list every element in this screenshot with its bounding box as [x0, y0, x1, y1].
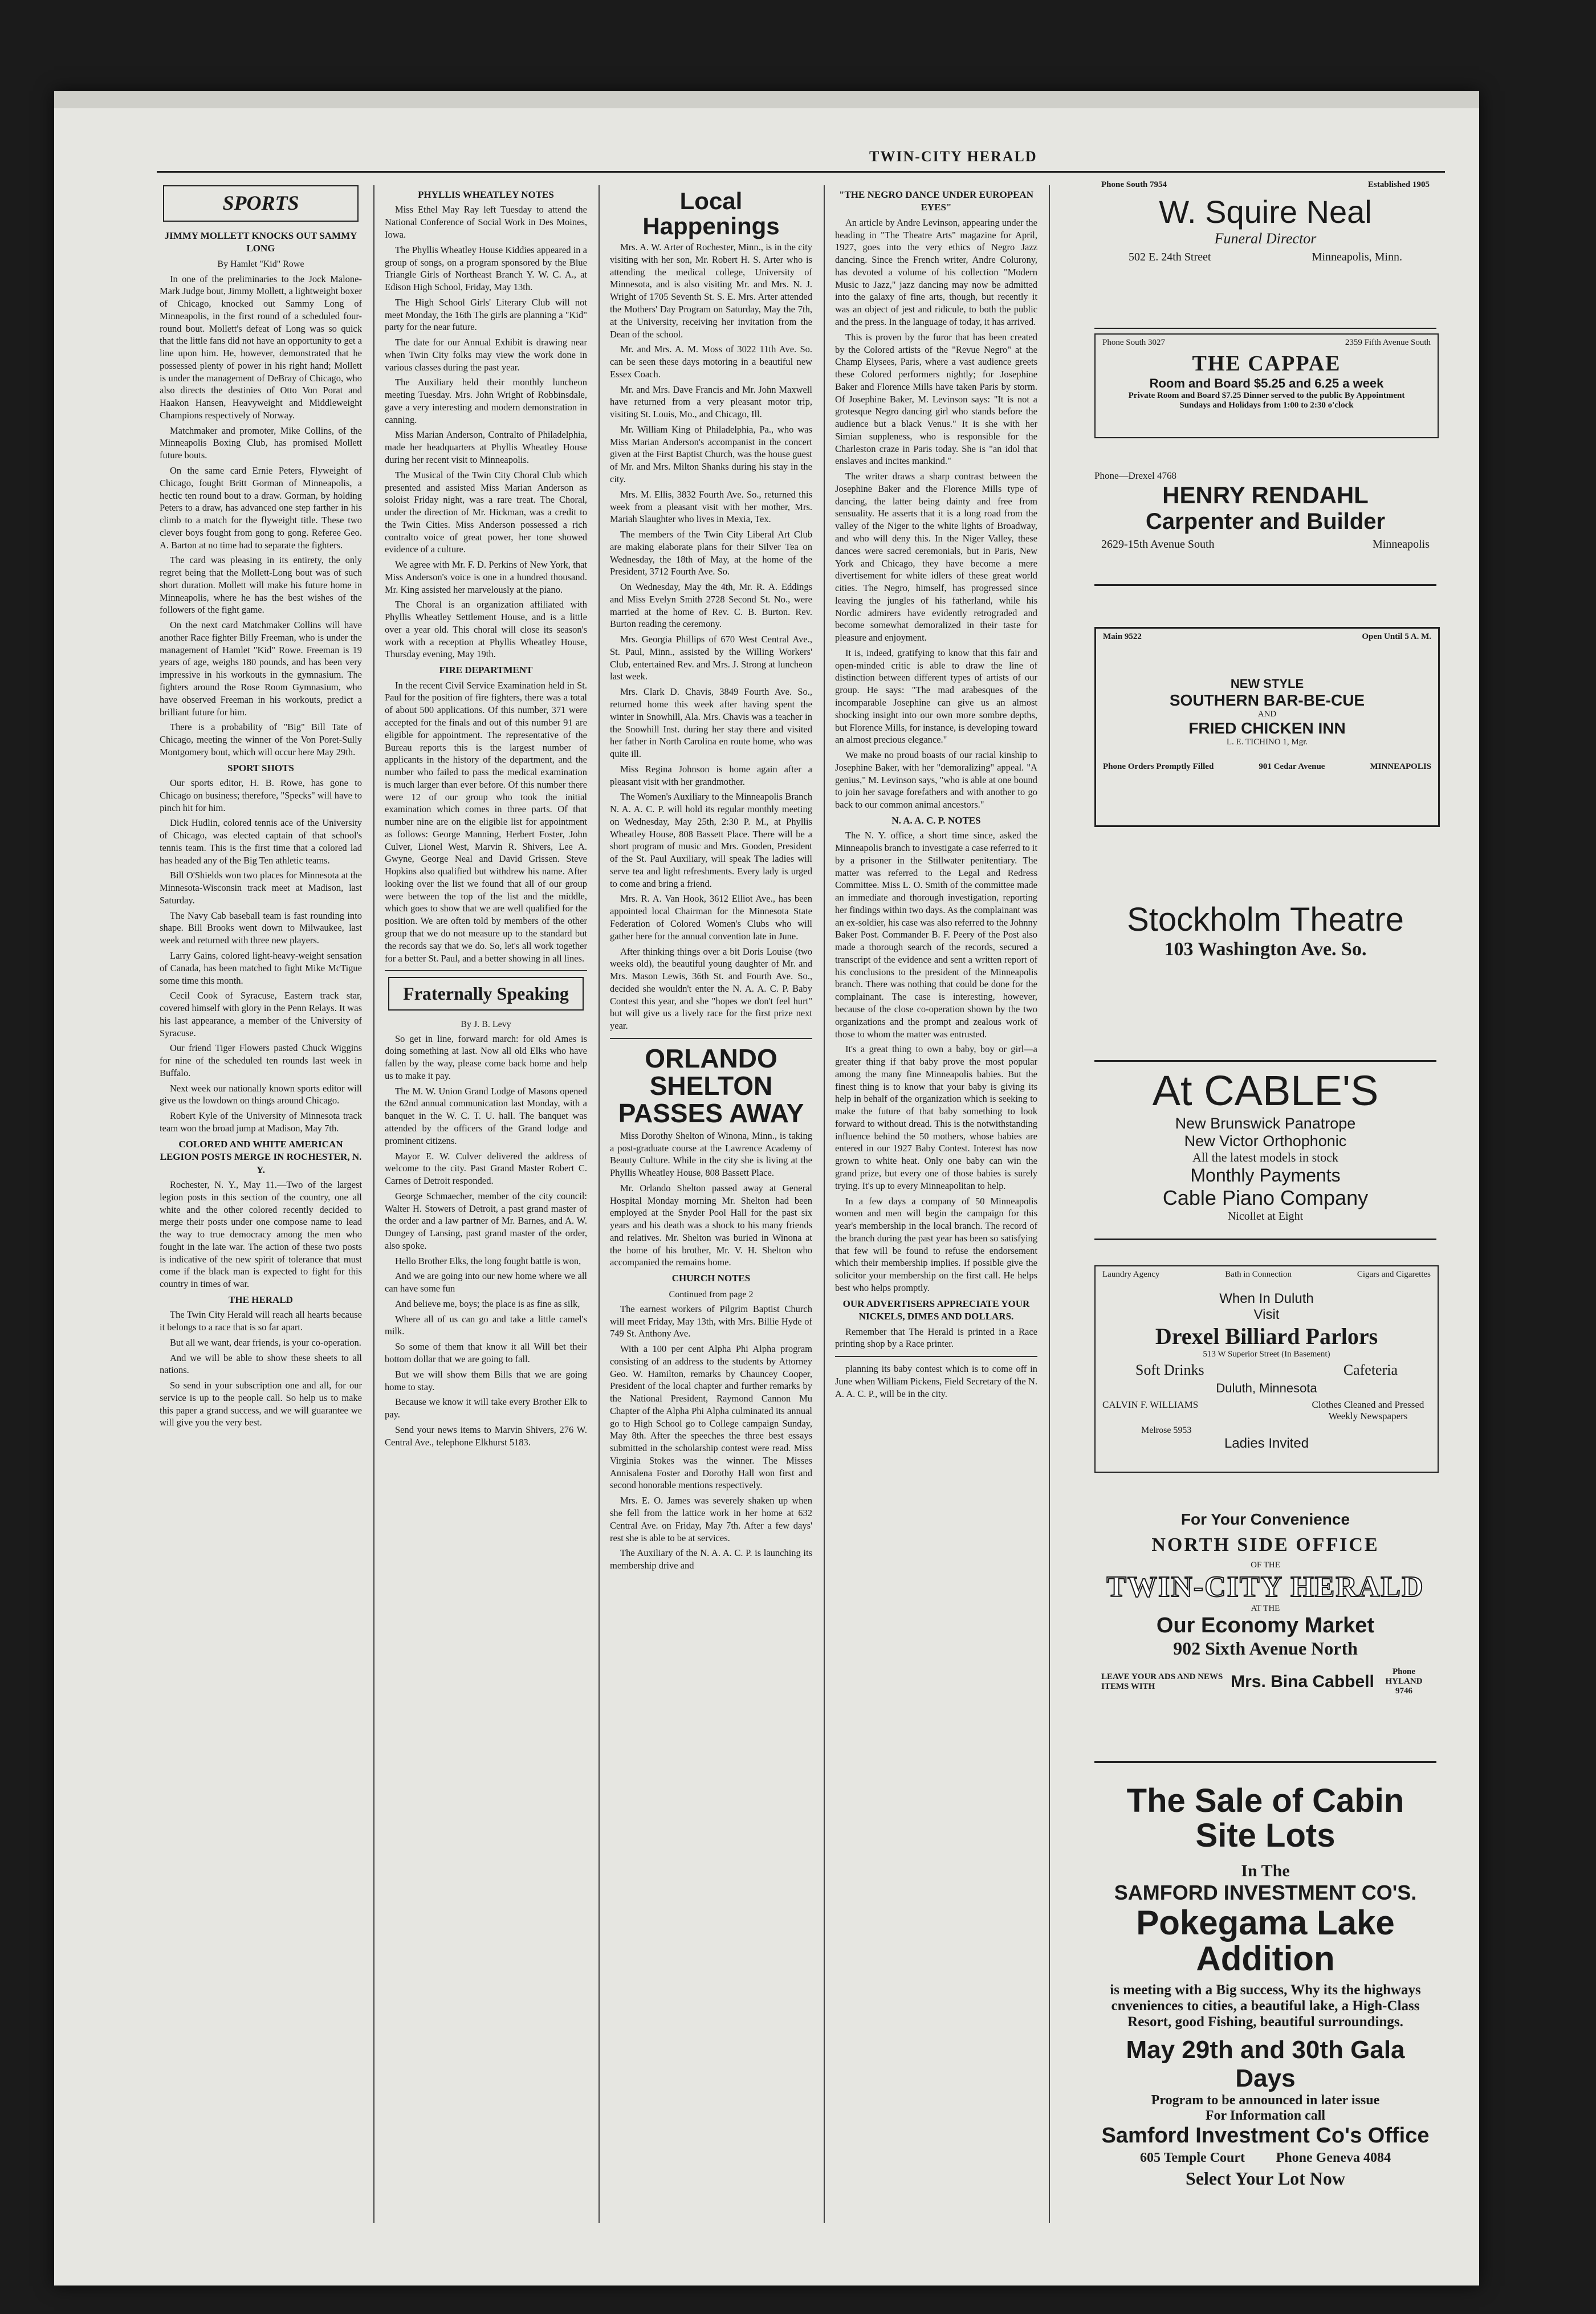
sport-shots-head: SPORT SHOTS	[227, 762, 294, 773]
phyllis-paragraph: The Phyllis Wheatley House Kiddies appeared in a group of songs, on a program sponsored by the Blue Triangle Girls of Northeast Branch Y. W. C. A., at Edison High School, Friday, May 13th.	[385, 244, 587, 293]
sports-paragraph: Matchmaker and promoter, Mike Collins, of the Minneapolis Boxing Club, has promised Mollett future bouts.	[160, 425, 362, 461]
sports-byline: By Hamlet "Kid" Rowe	[217, 259, 304, 270]
section-rule	[385, 970, 587, 971]
herald-poem-line: But all we want, dear friends, is your co-operation.	[170, 1337, 361, 1348]
neal-established: Established 1905	[1368, 180, 1430, 189]
sport-shot: Next week our nationally known sports editor will give us the lowdown on things around Chicago.	[160, 1082, 362, 1106]
fraternally-headline: Fraternally Speaking	[388, 977, 584, 1010]
frat-paragraph: And we are going into our new home where we all can have some fun	[385, 1270, 587, 1294]
negro-dance-headline: "THE NEGRO DANCE UNDER EUROPEAN EYES"	[839, 189, 1033, 213]
naacp-headline: N. A. A. C. P. NOTES	[891, 814, 981, 826]
stockholm-name: Stockholm Theatre	[1127, 901, 1404, 938]
cabin-phone: Phone Geneva 4084	[1276, 2150, 1391, 2165]
negro-dance-paragraph: We make no proud boasts of our racial kinship to Josephine Baker, with her "demoralizing" appeal. "A genius," M. Levinson says, "who is able at one bound to join her savage forefathers and with another to go back to our common animal ancestors."	[835, 749, 1037, 810]
church-continued: Continued from page 2	[669, 1289, 754, 1299]
frat-paragraph: Hello Brother Elks, the long fought battle is won,	[395, 1255, 581, 1266]
church-headline: CHURCH NOTES	[671, 1273, 751, 1284]
naacp-paragraph: It's a great thing to own a baby, boy or girl—a greater thing if that baby prove the most popular among the many fine Minneapolis babies. But the finest thing is to know that your baby is giving its help in behalf of the organization which is seeking to make the future of that baby something to look forward to without dread. This is the notwithstanding influence behind the 50 mothers, whose babies are entered in our 1927 Baby Contest. Interest has now grown to white heat. Only one baby can win the grand prize, but every one of those babies is surely trying. It's up to every Minneapolitan to help.	[835, 1044, 1037, 1191]
cappae-address: 2359 Fifth Avenue South	[1345, 338, 1431, 347]
frat-paragraph: Send your news items to Marvin Shivers, 276 W. Central Ave., telephone Elkhurst 5183.	[385, 1424, 587, 1448]
cappae-phone: Phone South 3027	[1102, 338, 1166, 347]
masthead-rule	[157, 171, 1445, 173]
sport-shot: Robert Kyle of the University of Minnesota track team won the broad jump at Madison, May 7th.	[160, 1110, 362, 1134]
sport-shot: Our sports editor, H. B. Rowe, has gone to Chicago on business; therefore, "Specks" will have to pinch hit for him.	[160, 777, 362, 813]
herald-poem-head: THE HERALD	[229, 1294, 293, 1305]
drexel-laundry: Laundry Agency	[1102, 1270, 1160, 1279]
local-paragraph: Mrs. Georgia Phillips of 670 West Central Ave., St. Paul, Minn., assisted by the Willing Workers' Club, entertained Rev. and Mrs. J. Strong at luncheon last week.	[610, 634, 812, 682]
sport-shot: Our friend Tiger Flowers pasted Chuck Wiggins for nine of the scheduled ten rounds last week in Buffalo.	[160, 1042, 362, 1078]
local-paragraph: Mrs. R. A. Van Hook, 3612 Elliot Ave., has been appointed local Chairman for the Minnesota State Federation of Colored Women's Clubs who will gather here for the annual convention late in June.	[610, 893, 812, 942]
drexel-cafeteria: Cafeteria	[1343, 1362, 1398, 1378]
barbecue-ad	[1094, 627, 1440, 827]
cables-payments: Monthly Payments	[1190, 1165, 1341, 1185]
neal-role: Funeral Director	[1214, 230, 1317, 247]
drexel-bath: Bath in Connection	[1225, 1270, 1292, 1279]
sport-shot: Cecil Cook of Syracuse, Eastern track star, covered himself with glory in the Penn Relays. It was his last appearance, a member of the University of Syracuse.	[160, 990, 362, 1038]
orlando-headline: ORLANDO SHELTON PASSES AWAY	[618, 1043, 804, 1129]
section-rule	[835, 1356, 1037, 1357]
church-paragraph: The Auxiliary of the N. A. A. C. P. is launching its membership drive and	[610, 1547, 812, 1571]
masthead	[157, 148, 1445, 171]
cabin-description: is meeting with a Big success, Why its the highways cnveniences to cities, a beautiful lake, a High-Class Resort, good Fishing, beautiful surroundings.	[1110, 1982, 1421, 2030]
section-rule	[610, 1038, 812, 1039]
stockholm-address: 103 Washington Ave. So.	[1164, 939, 1367, 960]
sport-shot: Bill O'Shields won two places for Minnesota at the Minnesota-Wisconsin track meet at Madison, last Saturday.	[160, 870, 362, 906]
sports-paragraph: There is a probability of "Big" Bill Tate of Chicago, meeting the winner of the Von Poret-Sully Montgomery bout, which will occur here May 29th.	[160, 722, 362, 757]
cappae-name: THE CAPPAE	[1192, 352, 1341, 376]
local-paragraph: The Women's Auxiliary to the Minneapolis Branch N. A. A. C. P. will hold its regular monthly meeting on Wednesday, May 25th, 2:30 P. M., at Phyllis Wheatley House, 808 Bassett Place. There will be a short program of music and Mrs. Gooden, President of the St. Paul Auxiliary, will speak The ladies will serve tea and light refreshments. Every lady is urged to come and bring a friend.	[610, 791, 812, 889]
rendahl-city: Minneapolis	[1373, 538, 1430, 551]
office-at-the: AT THE	[1251, 1604, 1280, 1613]
frat-paragraph: The M. W. Union Grand Lodge of Masons opened the 62nd annual communication last Monday, with a banquet in the W. C. T. U. hall. The banquet was attended by the officers of the Grand lodge and prominent citizens.	[385, 1085, 587, 1146]
bbq-and: AND	[1257, 710, 1277, 719]
local-paragraph: Mrs. M. Ellis, 3832 Fourth Ave. So., returned this week from a pleasant visit with her mother, Mrs. Mariah Slaughter who lives in Mexia, Tex.	[610, 488, 812, 525]
bbq-hours: Open Until 5 A. M.	[1362, 632, 1431, 641]
phyllis-paragraph: The Auxiliary held their monthly luncheon meeting Tuesday. Mrs. John Wright of Robbinsdale, gave a very interesting and modern demonstration in canning.	[385, 377, 587, 425]
rendahl-ad	[1094, 470, 1436, 586]
drexel-owner: CALVIN F. WILLIAMS	[1102, 1399, 1199, 1410]
sports-paragraph: On the same card Ernie Peters, Flyweight of Chicago, fought Britt Gorman of Minneapolis, a hectic ten round bout to a draw. Gorman, by holding Peters to a draw, has advanced one step farther in his climb to a match for the flyweight title. These two clever boys fought from gong to gong. Referee Geo. A. Barton at no time had to separate the fighters.	[160, 465, 362, 551]
orlando-paragraph: Miss Dorothy Shelton of Winona, Minn., is taking a post-graduate course at the Lawrence Academy of Beauty Culture. While in the city she is living at the Phyllis Wheatley House, 808 Bassett Place.	[610, 1130, 812, 1179]
drexel-clothes: Clothes Cleaned and Pressed Weekly Newspapers	[1312, 1399, 1424, 1421]
naacp-paragraph: In a few days a company of 50 Minneapolis women and men will begin the campaign for this year's membership in the local branch. The record of the branch during the past year has been so satisfying that few will be found to refuse the endorsement which their membership implies. If possible give the solicitor your membership on the first call. He helps best who helps promptly.	[835, 1195, 1037, 1293]
fire-paragraph: In the recent Civil Service Examination held in St. Paul for the position of fire fighters, there was a total of about 500 applications. Of this number, 371 were accepted for the finals and out of this number 91 are eligible for appointment. The representative of the Bureau reports this is the largest number of applicants in the history of the department, and the number who failed to pass the medical examination is much larger than ever before. Of this number there were 12 of our group who took the initial examination which comes in three parts. Of that number nine are on the eligible list for appointment as follows: George Manning, Herbert Foster, John Culver, Lionel West, Marvin R. Shivers, Lee A. Gwyne, George Neal and David Grissen. Steve Hopkins also qualified but withdrew his name. After looking over the list we found that all of our group were between the top of the list and the middle, which goes to show that we are well qualified for the position. We are often told by members of the other group that we do not measure up to the standard but the records say that we do. So, let's all work together for a better St. Paul, and a better showing in all lines.	[385, 679, 587, 964]
advertisers-appeal: OUR ADVERTISERS APPRECIATE YOUR NICKELS, DIMES AND DOLLARS.	[842, 1298, 1030, 1322]
sport-shot: Larry Gains, colored light-heavy-weight sensation of Canada, has been matched to fight Mike McTigue some time this month.	[160, 950, 362, 986]
drexel-cigars: Cigars and Cigarettes	[1357, 1270, 1431, 1279]
cabin-lots-ad	[1094, 1782, 1436, 2189]
newspaper-page	[54, 91, 1479, 2286]
sports-paragraph: In one of the preliminaries to the Jock Malone-Mark Judge bout, Jimmy Mollett, a lightweight boxer of Chicago, knocked out Sammy Long of Minneapolis, in the first round of a scheduled four-round bout. Mollett's defeat of Long was so quick that the little fans did not have an opportunity to get a line upon him. He, however, demonstrated that he possessed plenty of power in his right hand; Mollett is under the management of DeBray of Chicago, who also directs the destinies of Otto Von Porat and Haakon Hansen, Heavyweight and Middleweight Champions respectively of Norway.	[160, 273, 362, 421]
drexel-drinks: Soft Drinks	[1135, 1362, 1204, 1378]
office-contact: Mrs. Bina Cabbell	[1231, 1672, 1374, 1691]
drexel-ad	[1094, 1265, 1439, 1473]
naacp-paragraph: The N. Y. office, a short time since, asked the Minneapolis branch to investigate a case referred to it by a prisoner in the Stillwater penitentiary. The matter was referred to the Legal and Redress Committee. Miss L. O. Smith of the committee made an immediate and thorough investigation, reporting her findings within two days. As the complainant was an ex-soldier, his case was also referred to the Johnny Baker Post. Commander B. F. Peery of the Post also made a thorough search of the records, secured a transcript of the evidence and sent a written report of his conclusions to the president of the Minneapolis branch. There was nothing that could be done for the complainant. The case is interesting, however, because of the close co-operation shown by the two organizations and the prompt and zealous work of those to whom the matter was entrusted.	[835, 830, 1037, 1040]
phyllis-headline: PHYLLIS WHEATLEY NOTES	[418, 189, 554, 200]
local-headline: Local Happenings	[642, 188, 780, 240]
sports-section-head: SPORTS	[163, 185, 359, 222]
local-paragraph: Mr. and Mrs. A. M. Moss of 3022 11th Ave. So. can be seen these days motoring in a beautiful new Essex Coach.	[610, 344, 812, 380]
drexel-address: 513 W Superior Street (In Basement)	[1203, 1350, 1330, 1359]
local-paragraph: Mr. and Mrs. Dave Francis and Mr. John Maxwell have returned from a very pleasant motor trip, visiting St. Louis, Mo., and Chicago, Ill.	[610, 384, 812, 420]
rendahl-address: 2629-15th Avenue South	[1101, 538, 1215, 551]
bbq-chicken: FRIED CHICKEN INN	[1188, 719, 1346, 737]
orlando-paragraph: Mr. Orlando Shelton passed away at General Hospital Monday morning Mr. Shelton had been employed at the Snyder Pool Hall for the past six years and his death was a shock to his many friends and relatives. Mr. Shelton was buried in Winona at the home of his brother, Mr. V. H. Shelton who accompanied the remains home.	[610, 1182, 812, 1268]
bbq-city: MINNEAPOLIS	[1370, 762, 1431, 771]
page-edge	[54, 91, 1479, 108]
sports-paragraph: On the next card Matchmaker Collins will have another Race fighter Billy Freeman, who is under the management of Hamlet "Kid" Rowe. Freeman is 19 years of age, weighs 180 pounds, and has been very impressive in his workouts in the gymnasium. The fighters around the Rose Room Gymnasium, who have observed Freeman in his workouts, predict a brilliant future for him.	[160, 620, 362, 718]
local-paragraph: On Wednesday, May the 4th, Mr. R. A. Eddings and Miss Evelyn Smith 2728 Second St. No., were married at the home of Rev. C. B. Burton. Rev. Burton reading the ceremony.	[610, 581, 812, 630]
office-paper-name: TWIN-CITY HERALD	[1106, 1571, 1424, 1603]
fraternally-byline: By J. B. Levy	[461, 1019, 511, 1029]
cables-victor: New Victor Orthophonic	[1184, 1132, 1347, 1150]
local-paragraph: The members of the Twin City Liberal Art Club are making elaborate plans for their Silver Tea on Wednesday, the 18th of May, at the home of the President, 3712 Fourth Ave. So.	[610, 529, 812, 577]
negro-dance-column	[835, 185, 1037, 2223]
sports-column	[160, 185, 362, 2223]
frat-paragraph: So some of them that know it all Will bet their bottom dollar that we are going to fall.	[385, 1341, 587, 1364]
office-market: Our Economy Market	[1156, 1614, 1375, 1637]
cappae-rate: Room and Board $5.25 and 6.25 a week	[1149, 376, 1384, 390]
office-address: 902 Sixth Avenue North	[1173, 1638, 1358, 1659]
phyllis-paragraph: We agree with Mr. F. D. Perkins of New York, that Miss Anderson's voice is one in a hundred thousand. Mr. King assisted her marvelously at the piano.	[385, 559, 587, 595]
drexel-duluth: When In Duluth	[1219, 1291, 1314, 1306]
cabin-company: SAMFORD INVESTMENT CO'S.	[1114, 1880, 1417, 1904]
negro-dance-paragraph: This is proven by the furor that has been created by the Colored artists of the "Revue Negro" at the Champ Elysees, Paris, where a vast audience greets these Colored performers nightly; for Josephine Baker and Florence Mills have taken Paris by storm. Of Josephine Baker, M. Levinson says: "It is not a grotesque Negro dancing girl who stands before the audience but a black Venus." It is she with her Simian suppleness, who is responsible for the Charleston craze in Paris today. She is "an idol that enslaves and incites mankind."	[835, 331, 1037, 467]
phyllis-paragraph: The Choral is an organization affiliated with Phyllis Wheatley Settlement House, and is a little over a year old. This choral will close its season's work with a reception at Phyllis Wheatley House, Thursday evening, May 19th.	[385, 599, 587, 660]
cabin-address: 605 Temple Court	[1140, 2150, 1245, 2165]
column-rule	[598, 185, 600, 2223]
legion-headline: COLORED AND WHITE AMERICAN LEGION POSTS MERGE IN ROCHESTER, N. Y.	[160, 1138, 362, 1175]
frat-paragraph: So get in line, forward march: for old Ames is doing something at last. Now all old Elks who have fallen by the way, please come back home and help us to make it pay.	[385, 1033, 587, 1081]
local-paragraph: Mrs. A. W. Arter of Rochester, Minn., is in the city visiting with her son, Mr. Robert H. S. Arter who is attending the medical college, University of Minnesota, and is also visiting Mr. and Mrs. N. J. Wright of 1705 Seventh St. S. E. Mrs. Arter attended the Mothers' Day Program on Saturday, May the 7th, at the University, receiving her invitation from the Dean of the school.	[610, 242, 812, 340]
frat-paragraph: And believe me, boys; the place is as fine as silk,	[395, 1298, 580, 1309]
cables-name: At CABLE'S	[1152, 1067, 1379, 1114]
church-paragraph: Mrs. E. O. James was severely shaken up when she fell from the lattice work in her home at 632 Central Ave. on Friday, May 7th. After a few days' rest she is able to be at services.	[610, 1495, 812, 1543]
north-side-office-ad	[1094, 1510, 1436, 1763]
neal-ad	[1094, 177, 1436, 329]
rendahl-name: HENRY RENDAHL	[1162, 482, 1369, 508]
sport-shot: The Navy Cab baseball team is fast rounding into shape. Bill Brooks went down to Milwaukee, last week and returned with three new players.	[160, 910, 362, 946]
column-rule	[1049, 185, 1050, 2223]
column-rule	[373, 185, 374, 2223]
local-paragraph: Miss Regina Johnson is home again after a pleasant visit with her grandmother.	[610, 763, 812, 787]
negro-dance-paragraph: It is, indeed, gratifying to know that this fair and open-minded critic is able to draw the line of distinction between different types of artists of our group. He says: "The mad arabesques of the incomparable Josephine can give us an almost shocking insight into our own more sombre depths, but Florence Mills, for instance, is developing toward an almost precious elegance."	[835, 647, 1037, 745]
bbq-style: NEW STYLE	[1230, 677, 1304, 691]
cabin-select: Select Your Lot Now	[1186, 2168, 1345, 2189]
cabin-office: Samford Investment Co's Office	[1101, 2123, 1430, 2148]
fire-headline: FIRE DEPARTMENT	[439, 665, 533, 676]
sport-shot: Dick Hudlin, colored tennis ace of the University of Chicago, was elected captain of that school's tennis team. This is the first time that a colored lad has headed any of the Big Ten athletic teams.	[160, 817, 362, 866]
cappae-hours: Sundays and Holidays from 1:00 to 2:30 o'clock	[1179, 401, 1354, 410]
phyllis-paragraph: The High School Girls' Literary Club will not meet Monday, the 16th The girls are planning a "Kid" party for the near future.	[385, 296, 587, 333]
sports-headline: JIMMY MOLLETT KNOCKS OUT SAMMY LONG	[164, 230, 357, 254]
cables-location: Nicollet at Eight	[1227, 1210, 1304, 1223]
cappae-private: Private Room and Board $7.25 Dinner served to the public By Appointment	[1128, 391, 1405, 400]
herald-poem-line: So send in your subscription one and all, for our service is up to the people call. So help us to make this paper a grand success, and we will guarantee we will give you the very best.	[160, 1380, 362, 1428]
local-column	[610, 185, 812, 2223]
cables-ad	[1094, 1060, 1436, 1240]
bbq-manager: L. E. TICHINO 1, Mgr.	[1226, 738, 1308, 747]
phyllis-column	[385, 185, 587, 2223]
phyllis-paragraph: Miss Ethel May Ray left Tuesday to attend the National Conference of Social Work in Des Moines, Iowa.	[385, 204, 587, 240]
rendahl-trade: Carpenter and Builder	[1145, 509, 1386, 534]
local-paragraph: Mr. William King of Philadelphia, Pa., who was Miss Marian Anderson's accompanist in the concert given at the First Baptist Church, was the house guest of Mr. and Mrs. Milton Shanks during his stay in the city.	[610, 423, 812, 484]
drexel-city: Duluth, Minnesota	[1216, 1381, 1317, 1395]
frat-paragraph: Mayor E. W. Culver delivered the address of welcome to the city. Past Grand Master Robert C. Carnes of Detroit responded.	[385, 1150, 587, 1187]
frat-paragraph: George Schmaecher, member of the city council: Walter H. Stowers of Detroit, a past grand master of the order and a law partner of Mr. Barnes, and A. W. Dungey of Lansing, past grand master of the order, also spoke.	[385, 1190, 587, 1251]
cables-models: All the latest models in stock	[1192, 1150, 1339, 1164]
negro-dance-paragraph: An article by Andre Levinson, appearing under the heading in "The Theatre Arts" magazine for April, 1927, goes into the very ethics of Negro Jazz dancing. Since the French writer, Andre Colurony, has devoted a volume of his collection "Modern Music to Jazz," jazz dancing may now be admitted into the galaxy of fine arts, though, but recently it was an object of jest and ridicule, to both the public and the press. In the language of today, it has arrived.	[835, 217, 1037, 327]
frat-paragraph: Where all of us can go and take a little camel's milk.	[385, 1313, 587, 1337]
phyllis-paragraph: The date for our Annual Exhibit is drawing near when Twin City folks may view the work done in various classes during the past year.	[385, 337, 587, 373]
negro-dance-paragraph: The writer draws a sharp contrast between the Josephine Baker and the Florence Mills type of dancing, the latter being dainty and free from sensuality. He asserts that it is a long road from the valley of the Niger to the white lights of Broadway, and who will deny this. In the Niger Valley, these dances were sacred ceremonials, but in Paris, New York and Chicago, they have become a mere divertisement for white idlers of these great world cities. The Negro, himself, has progressed since leaving the jungles of his fatherland, while his Nordic admirers have evidently retrograded and become somewhat demoralized in their taste for pleasure and enjoyment.	[835, 471, 1037, 643]
office-of-the: OF THE	[1251, 1561, 1280, 1570]
office-leave-ads: LEAVE YOUR ADS AND NEWS ITEMS WITH	[1101, 1672, 1223, 1691]
cabin-addition: Pokegama Lake Addition	[1136, 1903, 1395, 1978]
phyllis-paragraph: Miss Marian Anderson, Contralto of Philadelphia, made her headquarters at Phyllis Wheatley House during her recent visit to Minneapolis.	[385, 429, 587, 465]
neal-city: Minneapolis, Minn.	[1312, 251, 1402, 263]
bbq-barbecue: SOUTHERN BAR-BE-CUE	[1169, 691, 1365, 709]
cables-panatrope: New Brunswick Panatrope	[1175, 1115, 1356, 1132]
stockholm-ad	[1094, 901, 1436, 986]
church-paragraph: The earnest workers of Pilgrim Baptist Church will meet Friday, May 13th, with Mrs. Billie Hyde of 749 St. Anthony Ave.	[610, 1303, 812, 1339]
local-paragraph: Mrs. Clark D. Chavis, 3849 Fourth Ave. So., returned home this week after having spent the winter in Snowhill, Ala. Mrs. Chavis was a teacher in the Snowhill Inst. during her stay there and visited her father in North Carolina en route home, who was quite ill.	[610, 686, 812, 760]
frat-paragraph: But we will show them Bills that we are going home to stay.	[385, 1368, 587, 1392]
bbq-phone: Main 9522	[1103, 632, 1142, 641]
local-paragraph: After thinking things over a bit Doris Louise (two weeks old), the beautiful young daughter of Mr. and Mrs. Mason Lewis, 36th St. and Fourth Ave. So., decided she wouldn't enter the N. A. A. C. P. Baby Contest this year, and she "hopes we don't feel hurt" but will give us a lively race for the first prize next year.	[610, 946, 812, 1032]
drexel-name: Drexel Billiard Parlors	[1155, 1323, 1378, 1349]
neal-phone: Phone South 7954	[1101, 180, 1167, 189]
bbq-orders: Phone Orders Promptly Filled	[1103, 762, 1214, 771]
herald-poem-line: The Twin City Herald will reach all hearts because it belongs to a race that is so far apart.	[160, 1309, 362, 1333]
office-convenience: For Your Convenience	[1180, 1510, 1350, 1528]
herald-poem-line: And we will be able to show these sheets to all nations.	[160, 1352, 362, 1376]
cappae-ad	[1094, 333, 1439, 438]
remember-paragraph: Remember that The Herald is printed in a Race printing shop by a Race printer.	[835, 1326, 1037, 1350]
drexel-phone: Melrose 5953	[1141, 1425, 1192, 1435]
sports-paragraph: The card was pleasing in its entirety, the only regret being that the Mollett-Long bout was of such short duration. Mollett will make his future home in Minneapolis, where he has the best wishes of the followers of the fight game.	[160, 555, 362, 616]
bbq-address: 901 Cedar Avenue	[1259, 762, 1325, 771]
drexel-ladies: Ladies Invited	[1224, 1436, 1309, 1451]
cabin-in-the: In The	[1241, 1861, 1290, 1880]
frat-paragraph: Because we know it will take every Brother Elk to pay.	[385, 1396, 587, 1420]
cabin-program: Program to be announced in later issue	[1151, 2092, 1380, 2108]
neal-name: W. Squire Neal	[1159, 194, 1372, 230]
rendahl-phone: Phone—Drexel 4768	[1094, 470, 1177, 481]
drexel-visit: Visit	[1253, 1307, 1280, 1322]
office-north-side: NORTH SIDE OFFICE	[1151, 1534, 1379, 1555]
naacp-continued: planning its baby contest which is to come off in June when William Pickens, Field Secretary of the N. A. A. C. P., will be in the city.	[835, 1363, 1037, 1399]
church-paragraph: With a 100 per cent Alpha Phi Alpha program consisting of an address to the students by Attorney Geo. W. Hamilton, remarks by Chauncey Cooper, President of the local chapter and further remarks by the National President, Raymond Cannon Mu Chapter of the Alpha Phi Alpha culminated its annual go to High School go to College campaign Sunday, May 8th. After the speeches the three best essays submitted in the scholarship contest were read. Miss Virginia Stokes was the winner. The Misses Annisalena Foster and Dorothy Hall won first and second honorable mentions respectively.	[610, 1343, 812, 1491]
office-phone: Phone HYLAND 9746	[1385, 1667, 1423, 1696]
masthead-title: TWIN-CITY HERALD	[869, 148, 1037, 165]
column-rule	[824, 185, 825, 2223]
cables-company: Cable Piano Company	[1162, 1186, 1369, 1209]
legion-paragraph: Rochester, N. Y., May 11.—Two of the largest legion posts in this section of the country, one all white and the other colored recently decided to merge their posts under one compose name to lead the way to true democracy among the men who fought in the late war. The action of these two posts is indicative of the new spirit of tolerance that must come if the black man is expected to fight for this country in times of war.	[160, 1179, 362, 1290]
cabin-info: For Information call	[1205, 2108, 1326, 2123]
cabin-headline: The Sale of Cabin Site Lots	[1126, 1782, 1404, 1854]
phyllis-paragraph: The Musical of the Twin City Choral Club which presented and assisted Miss Marian Anderson as soloist Friday night, was a rare treat. The Choral, under the direction of Mr. Hickman, was a credit to the Twin Cities. Miss Anderson possessed a rich contralto voice of great power, her tone showed evidence of a culture.	[385, 469, 587, 555]
neal-address: 502 E. 24th Street	[1129, 251, 1211, 263]
cabin-gala-days: May 29th and 30th Gala Days	[1126, 2035, 1405, 2092]
